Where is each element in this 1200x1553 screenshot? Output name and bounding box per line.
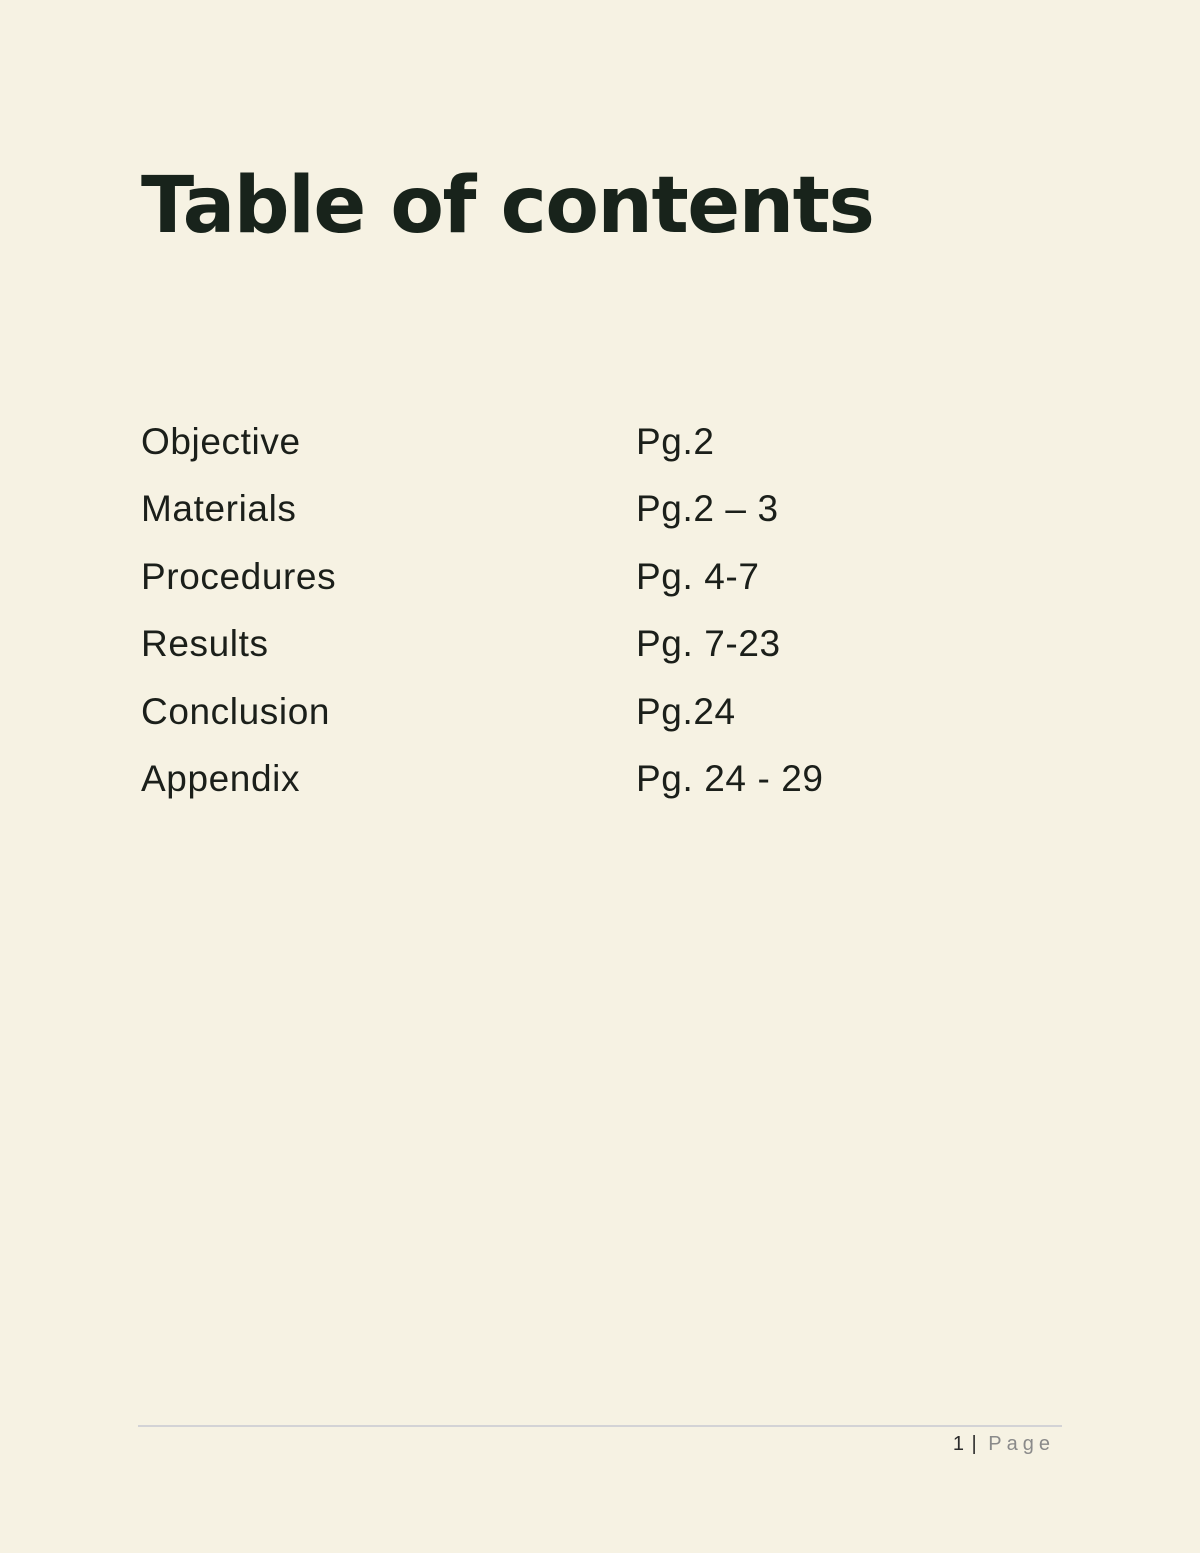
toc-entry-label: Objective [141, 421, 301, 462]
toc-entry-results [141, 610, 1041, 677]
toc-entry-pages: Pg.24 [636, 690, 736, 732]
toc-entry-appendix [141, 745, 1041, 812]
footer-separator: | [971, 1433, 977, 1455]
toc-entry-label: Results [141, 623, 269, 665]
toc-entry-label: Conclusion [141, 690, 331, 732]
toc-entry-materials [141, 475, 1041, 542]
toc-entry-pages: Pg. 4-7 [636, 555, 760, 597]
toc-entry-pages: Pg. 7-23 [636, 623, 781, 665]
table-of-contents [141, 408, 1041, 812]
toc-entry-pages: Pg.2 – 3 [636, 488, 779, 530]
page-word: Page [988, 1433, 1055, 1455]
footer-divider [138, 1425, 1062, 1427]
page-title: Table of contents [141, 161, 874, 251]
toc-entry-procedures [141, 543, 1041, 610]
page-number: 1 [952, 1433, 964, 1455]
toc-entry-label: Appendix [141, 757, 301, 799]
toc-entry-label: Materials [141, 488, 297, 530]
toc-entry-objective [141, 408, 1041, 475]
toc-entry-pages: Pg.2 [636, 421, 715, 462]
toc-entry-label: Procedures [141, 555, 337, 597]
page-footer [953, 1431, 1055, 1457]
toc-entry-conclusion [141, 678, 1041, 745]
toc-entry-pages: Pg. 24 - 29 [636, 757, 824, 799]
